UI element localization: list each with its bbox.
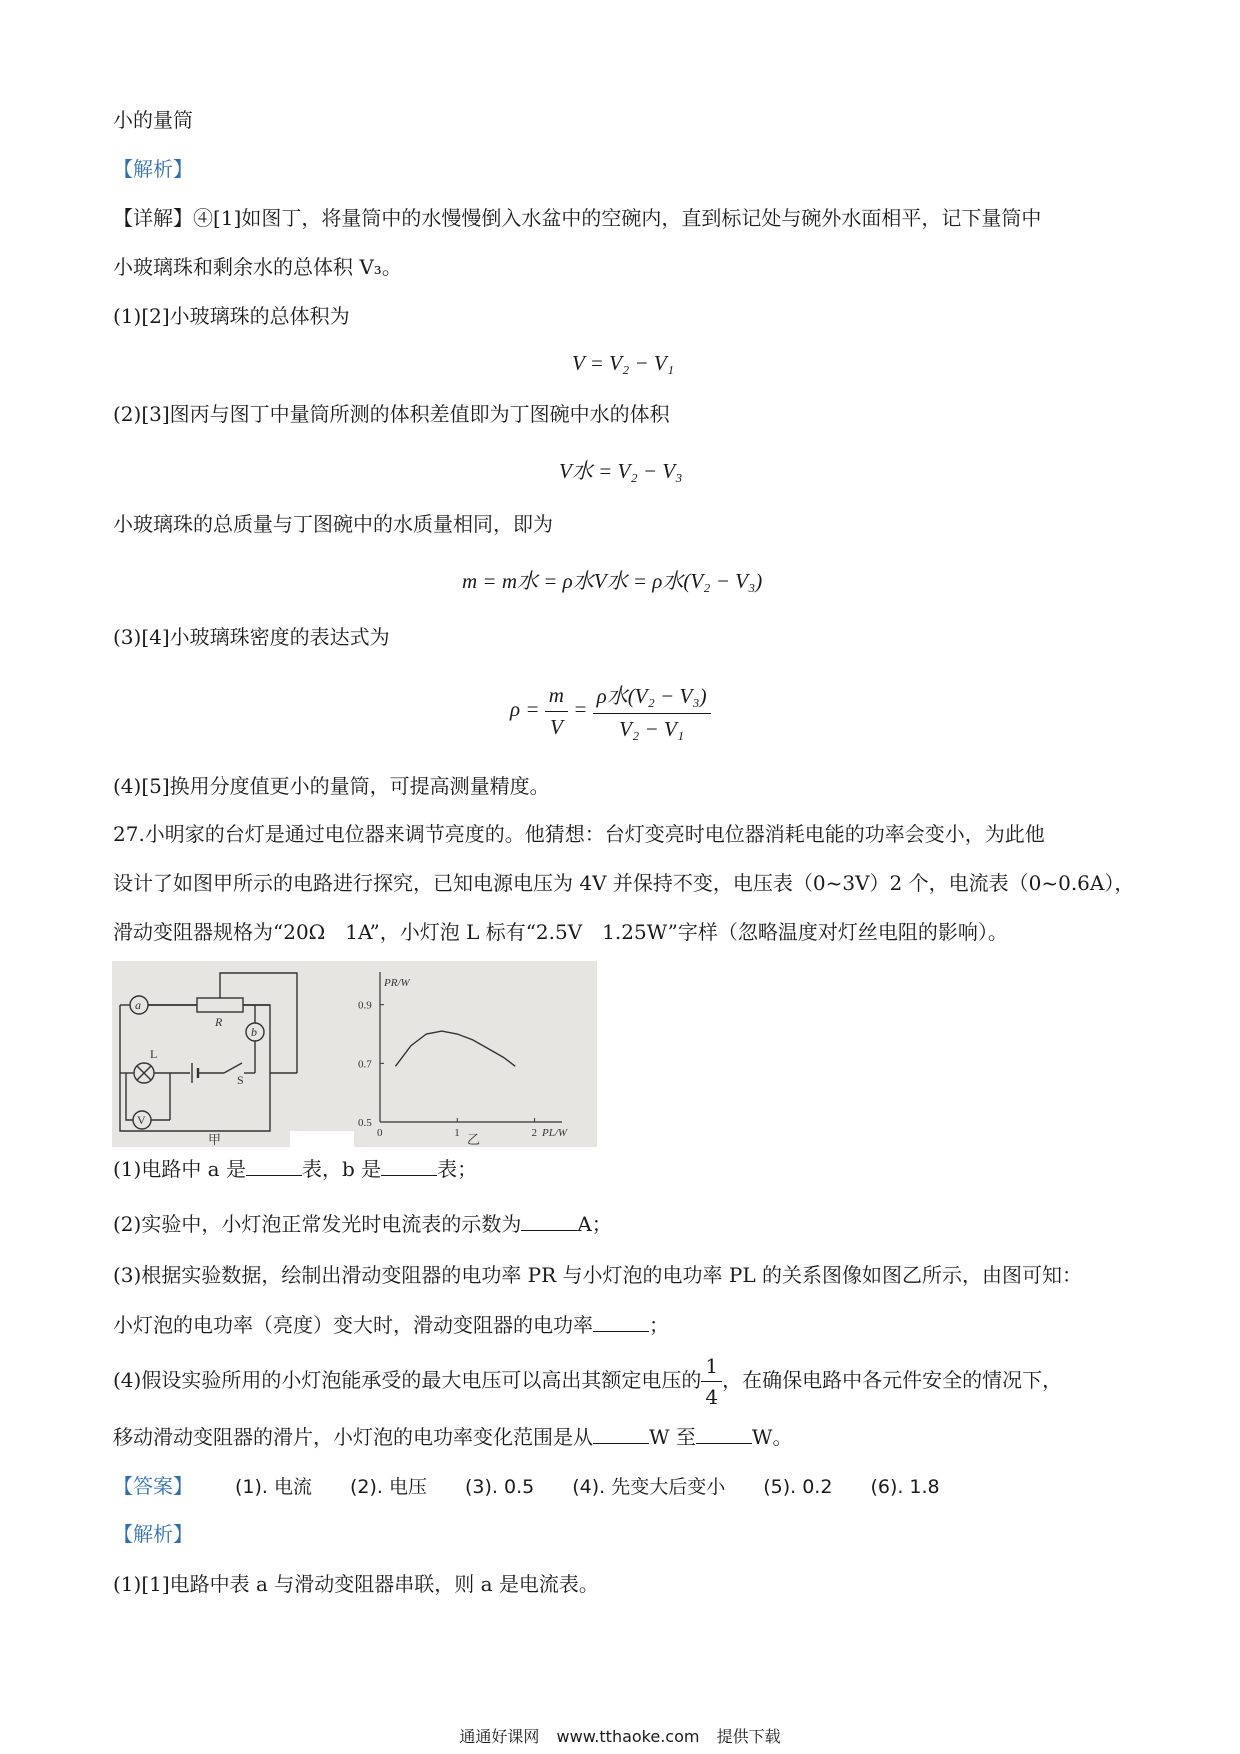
answer-blank[interactable] [381, 1157, 437, 1176]
answer-blank[interactable] [246, 1157, 302, 1176]
footer-note: 提供下载 [716, 1727, 781, 1746]
formula-volume: V = V₂ − V₁ [572, 351, 675, 375]
caption-jia: 甲 [208, 1133, 222, 1147]
formula-mass: m = m水 = ρ水V水 = ρ水(V₂ − V₃) [462, 569, 763, 593]
answer-blank[interactable] [593, 1313, 649, 1332]
text-line: (2)[3]图丙与图丁中量筒所测的体积差值即为丁图碗中水的体积 [113, 402, 670, 426]
analysis-tag: 【解析】 [113, 1522, 193, 1546]
figure-gap [290, 1131, 354, 1147]
numerator: m [545, 683, 568, 712]
text-line: 小玻璃珠的总质量与丁图碗中的水质量相同，即为 [113, 512, 553, 536]
answer-tag: 【答案】 [113, 1474, 193, 1498]
formula-density [510, 680, 711, 742]
subquestion-4-cont [113, 1425, 792, 1449]
label-a: a [135, 998, 141, 1012]
x-tick-label: 1 [454, 1127, 460, 1139]
answer-item: (1). 电流 [235, 1476, 312, 1498]
formula-part: ρ = [510, 696, 540, 721]
formula-part: = [573, 696, 588, 721]
label-l: L [150, 1047, 158, 1061]
detail-line: (1)[1]电路中表 a 与滑动变阻器串联，则 a 是电流表。 [113, 1572, 599, 1596]
numerator: 1 [701, 1354, 722, 1382]
y-tick-label: 0.5 [358, 1117, 372, 1129]
text: ； [649, 1313, 669, 1337]
fraction [701, 1354, 722, 1409]
text-line: 小的量筒 [113, 108, 193, 132]
footer-url[interactable]: www.tthaoke.com [556, 1727, 700, 1746]
text: (1)电路中 a 是 [113, 1157, 246, 1181]
answer-blank[interactable] [696, 1425, 752, 1444]
answer-blank[interactable] [521, 1212, 577, 1231]
numerator: ρ水(V₂ − V₃) [593, 680, 711, 714]
text: 小灯泡的电功率（亮度）变大时，滑动变阻器的电功率 [113, 1313, 593, 1337]
answer-items [235, 1474, 978, 1498]
label-b: b [251, 1025, 257, 1039]
y-tick-label: 0.7 [358, 1058, 372, 1071]
answer-item: (6). 1.8 [870, 1476, 940, 1498]
text: 移动滑动变阻器的滑片，小灯泡的电功率变化范围是从 [113, 1425, 593, 1449]
denominator: 4 [705, 1385, 719, 1409]
footer [0, 1724, 1240, 1747]
label-r: R [215, 1015, 223, 1029]
answer-line [113, 1474, 978, 1499]
analysis-tag: 【解析】 [113, 157, 193, 181]
x-axis-label: PL/W [542, 1127, 568, 1139]
text: (4)假设实验所用的小灯泡能承受的最大电压可以高出其额定电压的 [113, 1368, 702, 1392]
caption-yi: 乙 [467, 1133, 481, 1147]
text-line: (1)[2]小玻璃珠的总体积为 [113, 304, 350, 328]
question-line: 设计了如图甲所示的电路进行探究，已知电源电压为 4V 并保持不变，电压表（0~3V）2 个，电流表（0~0.6A）， [113, 871, 1135, 895]
formula-water-volume: V水 = V₂ − V₃ [559, 459, 683, 483]
text: W 至 [649, 1425, 696, 1449]
text: A； [577, 1212, 612, 1236]
y-axis-label: PR/W [384, 977, 410, 989]
question-line: 27.小明家的台灯是通过电位器来调节亮度的。他猜想：台灯变亮时电位器消耗电能的功率会变小，为此他 [113, 822, 1045, 846]
text: W。 [751, 1425, 793, 1449]
answer-item: (2). 电压 [350, 1476, 427, 1498]
subquestion-3: (3)根据实验数据，绘制出滑动变阻器的电功率 PR 与小灯泡的电功率 PL 的关系图像如图乙所示，由图可知： [113, 1263, 1083, 1287]
y-tick-label: 0.9 [358, 999, 372, 1012]
x-tick-label: 2 [531, 1127, 538, 1139]
subquestion-1 [113, 1157, 477, 1181]
answer-item: (5). 0.2 [763, 1476, 833, 1498]
detail-text: ④[1]如图丁，将量筒中的水慢慢倒入水盆中的空碗内，直到标记处与碗外水面相平，记下量筒中 [193, 206, 1042, 230]
footer-site: 通通好课网 [459, 1727, 540, 1746]
text-line: (4)[5]换用分度值更小的量筒，可提高测量精度。 [113, 774, 550, 798]
text: (2)实验中，小灯泡正常发光时电流表的示数为 [113, 1212, 522, 1236]
detail-tag: 【详解】 [113, 206, 193, 230]
x-tick-label: 0 [377, 1127, 383, 1139]
fraction [545, 683, 568, 740]
text: 表，b 是 [301, 1157, 382, 1181]
fraction [593, 680, 711, 742]
resistor-icon [197, 998, 243, 1012]
subquestion-4 [113, 1354, 1062, 1409]
figure-background [112, 961, 597, 1147]
question-line: 滑动变阻器规格为“20Ω 1A”，小灯泡 L 标有“2.5V 1.25W”字样（忽略温度对灯丝电阻的影响）。 [113, 920, 1008, 944]
answer-blank[interactable] [593, 1425, 649, 1444]
denominator: V [549, 714, 563, 739]
text: 表； [437, 1157, 478, 1181]
text-line: (3)[4]小玻璃珠密度的表达式为 [113, 625, 390, 649]
subquestion-3-cont [113, 1313, 669, 1337]
detail-line [113, 206, 1041, 230]
text-line: 小玻璃珠和剩余水的总体积 V₃。 [113, 255, 402, 279]
figure [112, 961, 597, 1147]
denominator: V₂ − V₁ [619, 717, 685, 741]
label-v: V [137, 1113, 146, 1127]
subquestion-2 [113, 1212, 612, 1236]
text: ，在确保电路中各元件安全的情况下， [722, 1368, 1063, 1392]
answer-item: (4). 先变大后变小 [572, 1476, 726, 1498]
answer-item: (3). 0.5 [465, 1476, 535, 1498]
label-s: S [237, 1073, 244, 1087]
